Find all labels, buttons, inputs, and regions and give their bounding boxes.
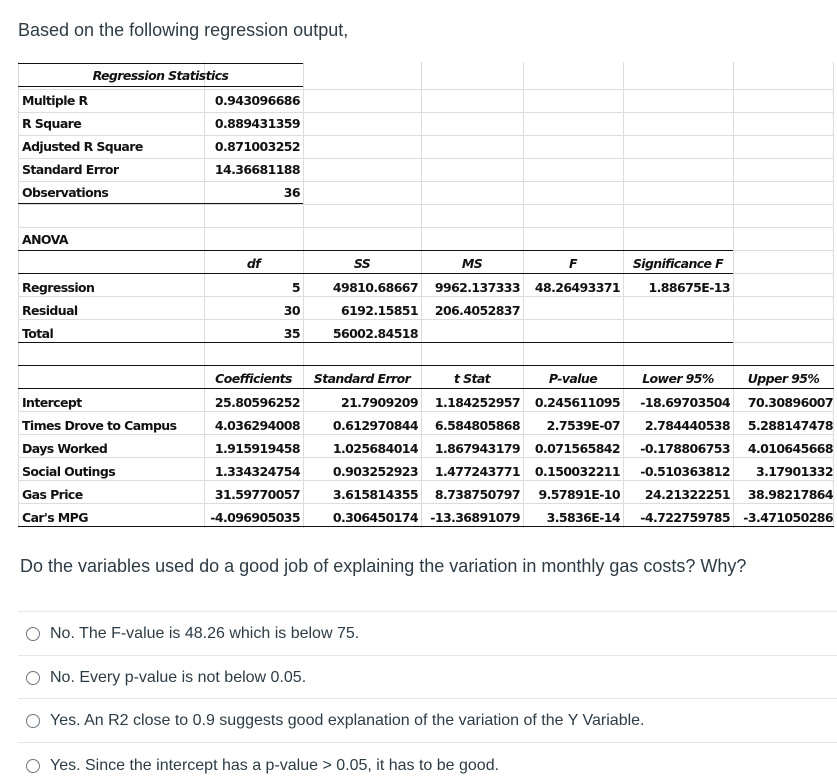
anova-ms: 9962.137333 — [434, 280, 520, 295]
coef-row-label: Social Outings — [22, 464, 116, 479]
coef-row-label: Times Drove to Campus — [22, 418, 177, 433]
coef-p-value: 9.57891E-10 — [538, 487, 620, 502]
anova-ss: 56002.84518 — [332, 326, 418, 341]
coef-upper-95: 5.288147478 — [747, 418, 833, 433]
regression-statistics-title: Regression Statistics — [92, 68, 229, 83]
coef-upper-95: 38.98217864 — [747, 487, 833, 502]
coef-standard-error: 0.612970844 — [332, 418, 418, 433]
coef-value: 25.80596252 — [214, 395, 300, 410]
option-divider — [18, 742, 837, 743]
coef-upper-95: 70.30896007 — [747, 395, 833, 410]
coef-p-value: 0.071565842 — [534, 441, 620, 456]
coef-p-value: 2.7539E-07 — [546, 418, 620, 433]
coef-lower-95: -0.178806753 — [640, 441, 730, 456]
table-border — [18, 365, 834, 366]
anova-ss: 6192.15851 — [340, 303, 418, 318]
anova-title: ANOVA — [22, 232, 68, 247]
stat-value-standard-error: 14.36681188 — [214, 162, 300, 177]
radio-button[interactable] — [26, 714, 40, 728]
stat-label-adjusted-r-square: Adjusted R Square — [22, 139, 143, 154]
grid-line — [18, 62, 19, 528]
coef-p-value: 0.150032211 — [534, 464, 620, 479]
answer-option-label: No. The F-value is 48.26 which is below 75. — [50, 625, 360, 642]
stat-label-standard-error: Standard Error — [22, 162, 119, 177]
answer-option-label: No. Every p-value is not below 0.05. — [50, 669, 307, 686]
coef-t-stat: 1.867943179 — [434, 441, 520, 456]
coef-upper-95: 4.010645668 — [747, 441, 833, 456]
anova-header-df: df — [246, 256, 261, 271]
option-divider — [18, 655, 837, 656]
coef-p-value: 0.245611095 — [534, 395, 620, 410]
coef-value: 1.915919458 — [214, 441, 300, 456]
answer-option-4[interactable] — [26, 754, 499, 778]
option-divider — [18, 698, 837, 699]
radio-button[interactable] — [26, 627, 40, 641]
coef-row-label: Gas Price — [22, 487, 83, 502]
coef-upper-95: 3.17901332 — [755, 464, 833, 479]
radio-button[interactable] — [26, 759, 40, 773]
coef-t-stat: 1.477243771 — [434, 464, 520, 479]
coef-t-stat: 8.738750797 — [434, 487, 520, 502]
answer-option-1[interactable] — [26, 622, 359, 646]
stat-label-multiple-r: Multiple R — [22, 93, 88, 108]
anova-f: 48.26493371 — [534, 280, 620, 295]
grid-line — [833, 62, 834, 528]
question-intro: Based on the following regression output, — [18, 20, 349, 40]
coef-header-upper-95: Upper 95% — [747, 371, 820, 386]
coef-header-standard-error: Standard Error — [313, 371, 411, 386]
coef-standard-error: 21.7909209 — [340, 395, 418, 410]
coef-t-stat: -13.36891079 — [430, 510, 520, 525]
coef-standard-error: 3.615814355 — [332, 487, 418, 502]
coef-row-label: Days Worked — [22, 441, 108, 456]
anova-header-significance-f: Significance F — [632, 256, 724, 271]
answer-option-label: Yes. An R2 close to 0.9 suggests good explanation of the variation of the Y Variable. — [50, 712, 645, 729]
grid-line — [18, 204, 834, 205]
answer-option-label: Yes. Since the intercept has a p-value > 0.05, it has to be good. — [50, 757, 500, 774]
stat-label-r-square: R Square — [22, 116, 82, 131]
coef-t-stat: 6.584805868 — [434, 418, 520, 433]
coef-value: 31.59770057 — [214, 487, 300, 502]
anova-df: 35 — [283, 326, 300, 341]
coef-lower-95: -4.722759785 — [640, 510, 730, 525]
coef-row-label: Intercept — [22, 395, 82, 410]
coef-value: -4.096905035 — [210, 510, 300, 525]
anova-row-label: Residual — [22, 303, 78, 318]
stat-value-observations: 36 — [283, 185, 300, 200]
anova-header-ms: MS — [461, 256, 483, 271]
coef-lower-95: 2.784440538 — [644, 418, 730, 433]
coef-header-lower-95: Lower 95% — [642, 371, 714, 386]
answer-option-3[interactable] — [26, 709, 644, 733]
anova-df: 5 — [291, 280, 300, 295]
coef-value: 1.334324754 — [214, 464, 300, 479]
coef-standard-error: 0.903252923 — [332, 464, 418, 479]
question-prompt: Do the variables used do a good job of explaining the variation in monthly gas costs? Why? — [20, 556, 747, 576]
stat-value-adjusted-r-square: 0.871003252 — [214, 139, 300, 154]
coef-upper-95: -3.471050286 — [743, 510, 833, 525]
coef-header-coefficients: Coefficients — [215, 371, 292, 386]
coef-lower-95: -0.510363812 — [640, 464, 730, 479]
anova-row-label: Total — [22, 326, 54, 341]
coef-p-value: 3.5836E-14 — [546, 510, 620, 525]
anova-row-label: Regression — [22, 280, 95, 295]
coef-t-stat: 1.184252957 — [434, 395, 520, 410]
coef-value: 4.036294008 — [214, 418, 300, 433]
stat-value-r-square: 0.889431359 — [214, 116, 300, 131]
coef-header-p-value: P-value — [548, 371, 598, 386]
regression-output-table — [18, 62, 834, 538]
stat-label-observations: Observations — [22, 185, 109, 200]
stat-value-multiple-r: 0.943096686 — [214, 93, 300, 108]
coef-standard-error: 1.025684014 — [332, 441, 418, 456]
anova-header-f: F — [569, 256, 577, 271]
coef-standard-error: 0.306450174 — [332, 510, 418, 525]
anova-header-ss: SS — [353, 256, 371, 271]
anova-ms: 206.4052837 — [434, 303, 520, 318]
radio-button[interactable] — [26, 671, 40, 685]
anova-df: 30 — [283, 303, 300, 318]
answer-option-2[interactable] — [26, 666, 306, 690]
option-divider — [18, 611, 837, 612]
coef-row-label: Car's MPG — [22, 510, 88, 525]
coef-lower-95: -18.69703504 — [640, 395, 730, 410]
anova-significance-f: 1.88675E-13 — [648, 280, 730, 295]
anova-ss: 49810.68667 — [332, 280, 418, 295]
coef-header-t-stat: t Stat — [453, 371, 491, 386]
coef-lower-95: 24.21322251 — [644, 487, 730, 502]
